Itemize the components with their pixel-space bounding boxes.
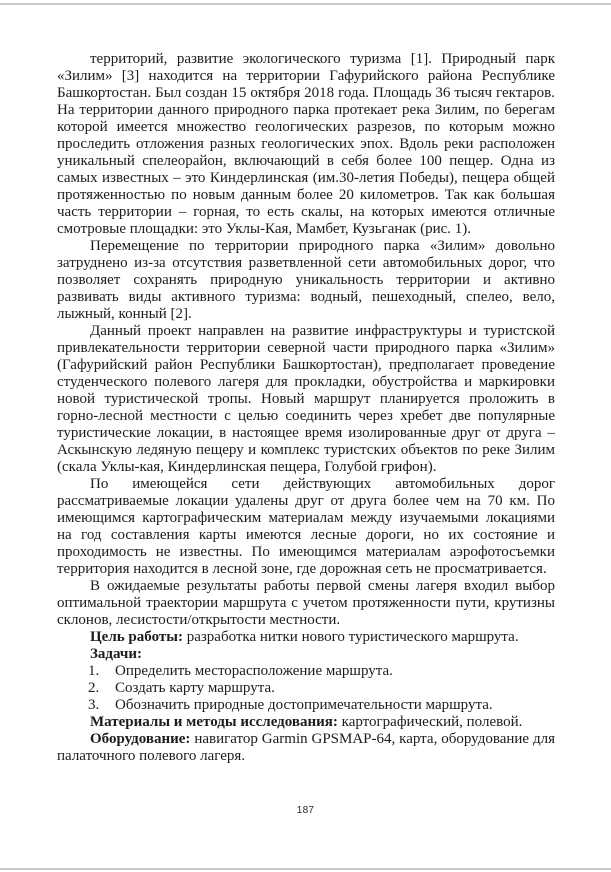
text-run: В ожидаемые результаты работы первой смены лагеря входил выбор оптимальной траектории маршрута с учетом протяженности пути, крутизны склонов, лесистости/открытости местности. (57, 578, 555, 628)
document-body (57, 51, 555, 765)
paragraph (57, 323, 555, 476)
text-run: Перемещение по территории природного парка «Зилим» довольно затруднено из-за отсутствия разветвленной сети автомобильных дорог, что позволяет сохранять природную уникальность территории и активно развивать виды активного туризма: водный, пешеходный, спелео, вело, лыжный, конный [2]. (57, 238, 555, 322)
paragraph (57, 646, 555, 663)
paragraph (57, 476, 555, 578)
text-run: картографический, полевой. (337, 714, 523, 730)
paragraph (57, 714, 555, 731)
text-run: Данный проект направлен на развитие инфраструктуры и туристской привлекательности территории северной части природного парка «Зилим» (Гафурийский район Республики Башкортостан), предполагает проведение студенческого полевого лагеря для прокладки, обустройства и маркировки новой туристической тропы. Новый маршрут планируется проложить в горно-лесной местности с целью соединить через хребет две популярные туристические локации, в настоящее время изолированные друг от друга – Аскынскую ледяную пещеру и комплекс туристских объектов по реке Зилим (скала Уклы-кая, Киндерлинская пещера, Голубой грифон). (57, 323, 555, 475)
list-item (57, 663, 555, 680)
page-bottom-edge (0, 868, 611, 870)
paragraph (57, 629, 555, 646)
bold-label: Оборудование: (90, 731, 191, 747)
page-number: 187 (296, 805, 315, 816)
bold-label: Цель работы: (90, 629, 183, 645)
list-number: 1. (88, 663, 100, 679)
paragraph (57, 578, 555, 629)
bold-label: Материалы и методы исследования: (90, 714, 338, 730)
text-run: территорий, развитие экологического туризма [1]. Природный парк «Зилим» [3] находится на территории Гафурийского района Республике Башкортостан. Был создан 15 октября 2018 года. Площадь 36 тысяч гектаров. На территории данного природного парка протекает река Зилим, по берегам которой имеется множество геологических разрезов, по которым можно проследить отложения разных геологических эпох. Вдоль реки расположен уникальный спелеорайон, включающий в себя более 100 пещер. Одна из самых известных – это Киндерлинская (им.30-летия Победы), пещера общей протяженностью по новым данным более 20 километров. Так как большая часть территории – горная, то есть скалы, на которых имеются отличные смотровые площадки: это Уклы-Кая, Мамбет, Кузьганак (рис. 1). (57, 51, 555, 237)
text-run: По имеющейся сети действующих автомобильных дорог рассматриваемые локации удалены друг от друга более чем на 70 км. По имеющимся картографическим материалам между изучаемыми локациями на год составления карты имеются лесные дороги, но их состояние и проходимость не известны. По имеющимся материалам аэрофотосъемки территория находится в лесной зоне, где дорожная сеть не просматривается. (57, 476, 555, 577)
list-item (57, 680, 555, 697)
list-item-text: Обозначить природные достопримечательности маршрута. (115, 697, 493, 713)
list-item (57, 697, 555, 714)
bold-label: Задачи: (90, 646, 143, 662)
list-number: 2. (88, 680, 100, 696)
text-run: навигатор Garmin GPSMAP-64, карта, оборудование для палаточного полевого лагеря. (57, 731, 555, 764)
text-run: разработка нитки нового туристического маршрута. (182, 629, 519, 645)
list-item-text: Создать карту маршрута. (115, 680, 275, 696)
list-item-text: Определить месторасположение маршрута. (115, 663, 393, 679)
paragraph (57, 51, 555, 238)
paragraph (57, 238, 555, 323)
page-top-edge (0, 3, 611, 5)
paragraph (57, 731, 555, 765)
list-number: 3. (88, 697, 100, 713)
